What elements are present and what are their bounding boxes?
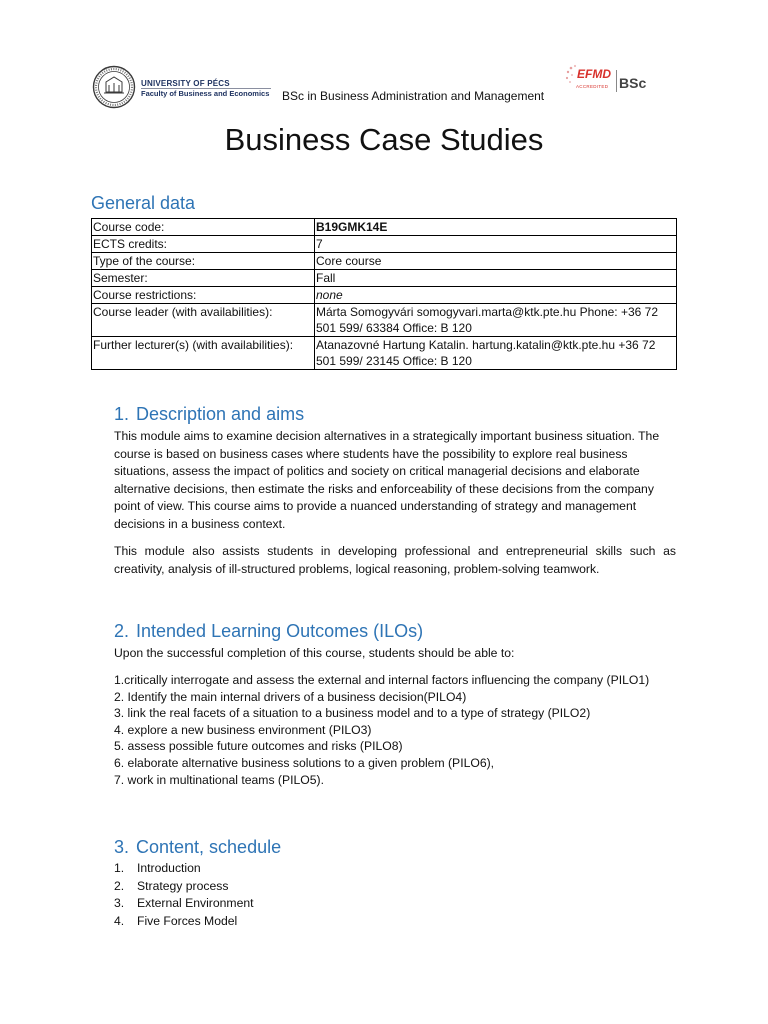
document-title: Business Case Studies (224, 122, 544, 157)
item-number: 3. (114, 896, 125, 911)
item-text: Five Forces Model (137, 913, 238, 928)
table-row (92, 253, 677, 270)
list-item (114, 860, 674, 878)
efmd-bsc-label: BSc (619, 75, 647, 91)
ilo-list (114, 672, 676, 788)
row-label: Type of the course: (92, 253, 315, 270)
item-text: External Environment (137, 896, 254, 911)
row-value: Core course (315, 253, 677, 270)
table-row (92, 304, 677, 337)
list-item: 2. Identify the main internal drivers of a business decision(PILO4) (114, 689, 467, 704)
list-item (114, 913, 674, 931)
item-number: 1. (114, 861, 125, 875)
university-name: UNIVERSITY OF PÉCS (141, 79, 230, 88)
faculty-name: Faculty of Business and Economics (141, 89, 270, 98)
row-value: none (315, 287, 677, 304)
section-number: 3. (114, 837, 130, 857)
skills-paragraph: This module also assists students in developing professional and entrepreneurial skills such as creativity, analysis of ill-structured problems, logical reasoning, problem-solving teamwork. (114, 544, 676, 576)
ilo-intro: Upon the successful completion of this course, students should be able to: (114, 646, 515, 660)
list-item: 6. elaborate alternative business solutions to a given problem (PILO6), (114, 755, 495, 770)
section-heading-ilos (114, 621, 423, 642)
list-item: 3. link the real facets of a situation to a business model and to a type of strategy (PILO2) (114, 706, 591, 721)
program-name: BSc in Business Administration and Management (282, 89, 545, 103)
section-heading-description (114, 404, 304, 425)
list-item (114, 878, 674, 896)
row-label: Further lecturer(s) (with availabilities): (92, 337, 315, 370)
section-title: Intended Learning Outcomes (ILOs) (136, 621, 424, 641)
section-number: 1. (114, 404, 130, 424)
list-item: 5. assess possible future outcomes and risks (PILO8) (114, 739, 403, 754)
section-title: Content, schedule (136, 837, 282, 857)
efmd-logo-text: EFMD (577, 67, 611, 81)
course-code-value: B19GMK14E (316, 220, 388, 234)
row-value: Márta Somogyvári somogyvari.marta@ktk.pte.hu Phone: +36 72 501 599/ 63384 Office: B 120 (315, 304, 677, 337)
section-title: Description and aims (136, 404, 305, 424)
row-label: Course leader (with availabilities): (92, 304, 315, 337)
list-item: 7. work in multinational teams (PILO5). (114, 772, 324, 787)
item-number: 2. (114, 878, 125, 893)
row-label: ECTS credits: (92, 236, 315, 253)
row-value: 7 (315, 236, 677, 253)
row-value: Fall (315, 270, 677, 287)
section-number: 2. (114, 621, 130, 641)
item-number: 4. (114, 913, 125, 928)
row-label: Course code: (92, 219, 315, 236)
efmd-separator (616, 70, 617, 92)
row-value (315, 219, 677, 236)
list-item (114, 895, 674, 913)
description-paragraph: This module aims to examine decision alternatives in a strategically important business situation. The course is based on business cases where students have the possibility to explore real business situations, assess the impact of politics and society on critical managerial decisions and elaborate alternative decisions, then estimate the risks and enforceability of these decisions from the company point of view. This course aims to provide a nuanced understanding of strategy and management decisions in a business context. (114, 429, 660, 531)
row-label: Course restrictions: (92, 287, 315, 304)
table-row (92, 219, 677, 236)
item-text: Strategy process (137, 878, 229, 893)
efmd-logo-subtext: ACCREDITED (576, 84, 609, 89)
university-seal-icon (92, 65, 136, 109)
page-header (0, 0, 768, 110)
list-item: 1.critically interrogate and assess the external and internal factors influencing the company (PILO1) (114, 673, 650, 687)
row-label: Semester: (92, 270, 315, 287)
general-data-heading: General data (91, 193, 196, 213)
table-row (92, 236, 677, 253)
item-text: Introduction (137, 861, 201, 875)
table-row (92, 270, 677, 287)
table-row (92, 337, 677, 370)
section-heading-content (114, 837, 281, 858)
content-list (114, 860, 674, 930)
general-data-table (91, 218, 677, 370)
row-value: Atanazovné Hartung Katalin. hartung.katalin@ktk.pte.hu +36 72 501 599/ 23145 Office: B 120 (315, 337, 677, 370)
table-row (92, 287, 677, 304)
list-item: 4. explore a new business environment (PILO3) (114, 722, 372, 737)
